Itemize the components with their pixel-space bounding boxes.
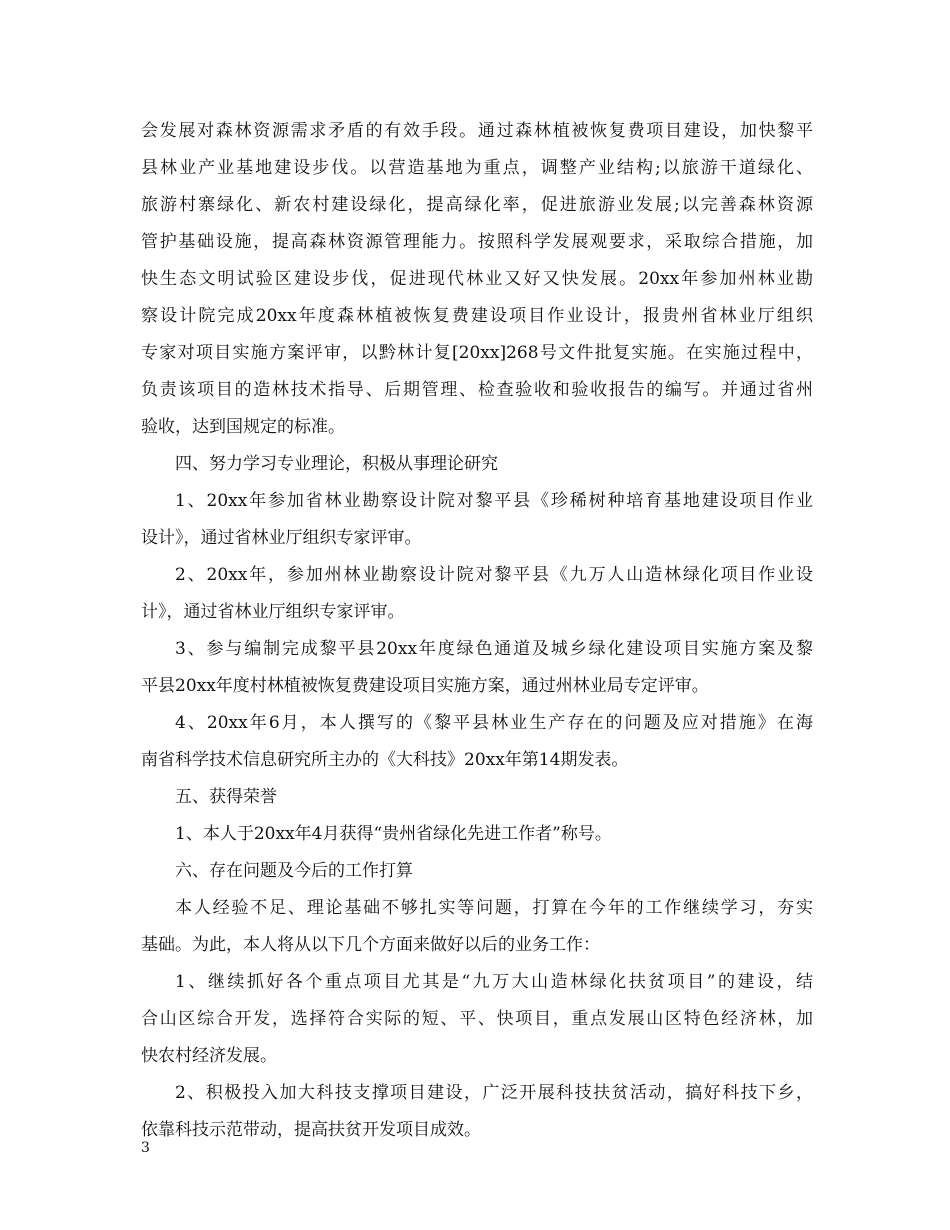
text-line: 4、20xx年6月，本人撰写的《黎平县林业生产存在的问题及应对措施》在海: [175, 713, 813, 733]
text-line: 专家对项目实施方案评审，以黔林计复[20xx]268号文件批复实施。在实施过程中，: [141, 343, 813, 363]
text-line: 基础。为此，本人将从以下几个方面来做好以后的业务工作：: [141, 935, 600, 955]
text-line: 快生态文明试验区建设步伐，促进现代林业又好又快发展。20xx年参加州林业勘: [141, 269, 813, 289]
text-line: 本人经验不足、理论基础不够扎实等问题，打算在今年的工作继续学习，夯实: [175, 898, 813, 918]
text-line: 计》，通过省林业厅组织专家评审。: [141, 602, 405, 622]
text-line: 1、继续抓好各个重点项目尤其是“九万大山造林绿化扶贫项目”的建设，结: [175, 972, 813, 992]
text-line: 平县20xx年度村林植被恢复费建设项目实施方案，通过州林业局专定评审。: [141, 676, 709, 696]
text-line: 南省科学技术信息研究所主办的《大科技》20xx年第14期发表。: [141, 750, 629, 770]
text-line: 验收，达到国规定的标准。: [141, 417, 345, 437]
text-line: 设计》，通过省林业厅组织专家评审。: [141, 528, 422, 548]
text-line: 1、20xx年参加省林业勘察设计院对黎平县《珍稀树种培育基地建设项目作业: [175, 491, 813, 511]
section-heading: 五、获得荣誉: [175, 787, 277, 807]
page-number: 3: [141, 1140, 150, 1156]
text-line: 1、本人于20xx年4月获得“贵州省绿化先进工作者”称号。: [175, 824, 612, 844]
text-line: 旅游村寨绿化、新农村建设绿化，提高绿化率，促进旅游业发展;以完善森林资源: [141, 195, 813, 215]
text-line: 2、20xx年，参加州林业勘察设计院对黎平县《九万人山造林绿化项目作业设: [175, 565, 813, 585]
text-line: 会发展对森林资源需求矛盾的有效手段。通过森林植被恢复费项目建设，加快黎平: [141, 121, 813, 141]
text-line: 快农村经济发展。: [141, 1046, 277, 1066]
text-line: 察设计院完成20xx年度森林植被恢复费建设项目作业设计，报贵州省林业厅组织: [141, 306, 813, 326]
text-line: 依靠科技示范带动，提高扶贫开发项目成效。: [141, 1120, 481, 1140]
text-line: 2、积极投入加大科技支撑项目建设，广泛开展科技扶贫活动，搞好科技下乡，: [175, 1083, 813, 1103]
body-text: [141, 113, 813, 1149]
text-line: 负责该项目的造林技术指导、后期管理、检查验收和验收报告的编写。并通过省州: [141, 380, 813, 400]
text-line: 县林业产业基地建设步伐。以营造基地为重点，调整产业结构;以旅游干道绿化、: [141, 158, 813, 178]
section-heading: 四、努力学习专业理论，积极从事理论研究: [175, 454, 498, 474]
text-line: 3、参与编制完成黎平县20xx年度绿色通道及城乡绿化建设项目实施方案及黎: [175, 639, 813, 659]
text-line: 合山区综合开发，选择符合实际的短、平、快项目，重点发展山区特色经济林，加: [141, 1009, 813, 1029]
section-heading: 六、存在问题及今后的工作打算: [175, 861, 413, 881]
text-line: 管护基础设施，提高森林资源管理能力。按照科学发展观要求，采取综合措施，加: [141, 232, 813, 252]
